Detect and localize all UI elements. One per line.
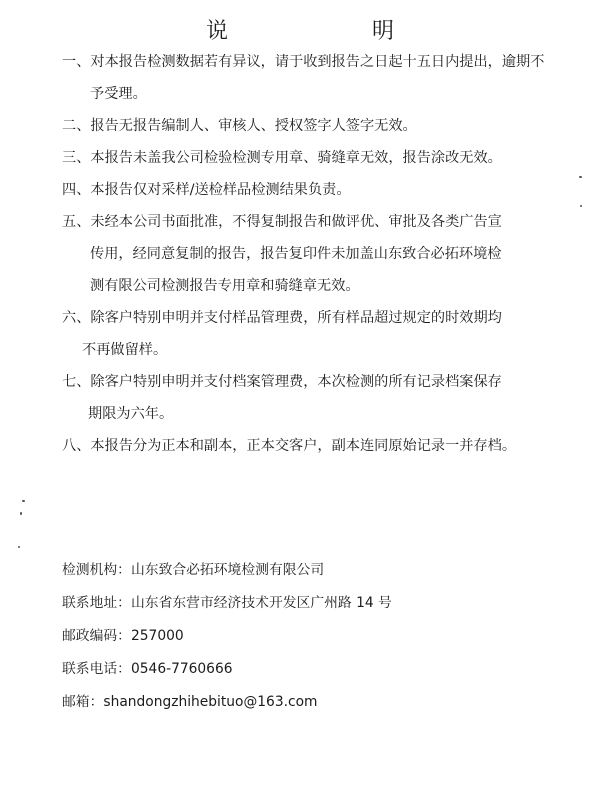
notice-item-2: 二、报告无报告编制人、审核人、授权签字人签字无效。 [62,118,417,134]
phone-row [62,659,233,679]
email-value[interactable]: shandongzhihebituo@163.com [103,694,318,710]
notice-item-5-line-3: 测有限公司检测报告专用章和骑缝章无效。 [90,278,360,294]
address-row [62,593,392,613]
notice-item-6-line-2: 不再做留样。 [82,342,168,358]
org-value: 山东致合必拓环境检测有限公司 [130,562,325,578]
scan-speck [20,512,22,515]
postcode-label: 邮政编码： [62,628,131,644]
scan-speck [22,500,25,502]
phone-label: 联系电话： [62,661,131,677]
notice-item-4: 四、本报告仅对采样/送检样品检测结果负责。 [62,182,351,198]
notice-item-7-line-2: 期限为六年。 [88,406,174,422]
postcode-row [62,626,184,646]
email-label: 邮箱： [62,694,104,710]
scan-speck [579,176,582,178]
notice-item-3: 三、本报告未盖我公司检验检测专用章、骑缝章无效，报告涂改无效。 [62,150,502,166]
notice-item-1-line-2: 予受理。 [90,86,147,102]
email-row [62,692,317,712]
phone-value: 0546-7760666 [130,661,233,677]
address-label: 联系地址： [62,595,131,611]
title-char-1: 说 [206,19,230,44]
address-value: 山东省东营市经济技术开发区广州路 14 号 [130,595,392,611]
notice-item-7-line-1: 七、除客户特别申明并支付档案管理费，本次检测的所有记录档案保存 [62,374,502,390]
notice-item-5-line-2: 传用，经同意复制的报告，报告复印件未加盖山东致合必拓环境检 [90,246,502,262]
title-char-2: 明 [372,19,396,44]
scan-speck [18,546,20,548]
postcode-value: 257000 [130,628,184,644]
notice-item-6-line-1: 六、除客户特别申明并支付样品管理费，所有样品超过规定的时效期均 [62,310,502,326]
notice-item-1-line-1: 一、对本报告检测数据若有异议，请于收到报告之日起十五日内提出，逾期不 [62,54,545,70]
scan-speck [580,205,582,207]
org-row [62,560,324,580]
page-title [0,14,600,50]
notice-item-8: 八、本报告分为正本和副本，正本交客户，副本连同原始记录一并存档。 [62,438,517,454]
notice-item-5-line-1: 五、未经本公司书面批准，不得复制报告和做评优、审批及各类广告宣 [62,214,502,230]
org-label: 检测机构： [62,562,131,578]
